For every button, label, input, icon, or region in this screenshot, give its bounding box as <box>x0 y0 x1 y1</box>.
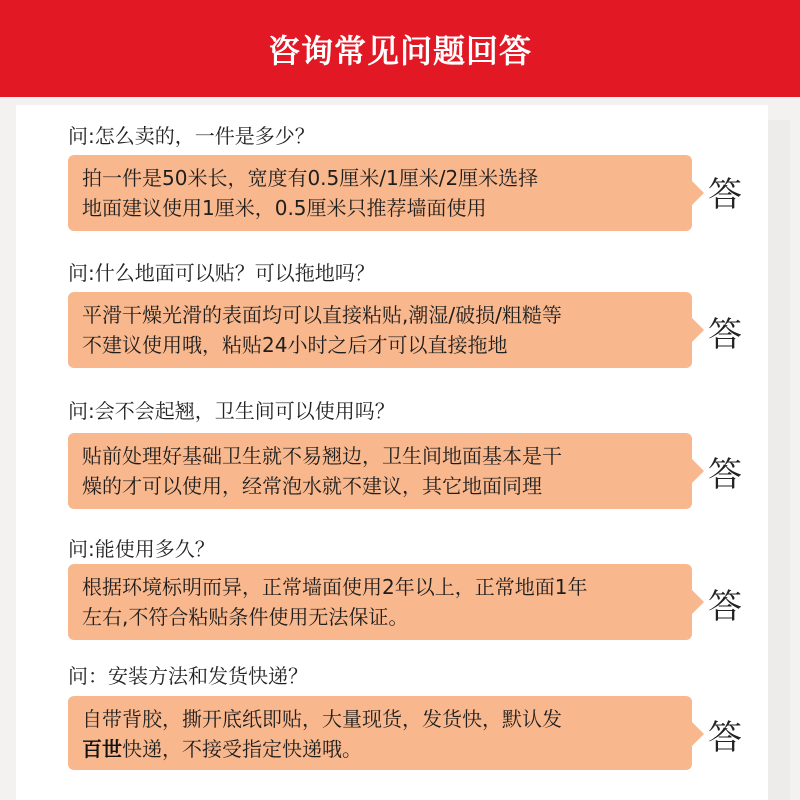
answer-line <box>82 734 680 764</box>
answer-line: 平滑干燥光滑的表面均可以直接粘贴,潮湿/破损/粗糙等 <box>82 303 562 327</box>
answer-line: 根据环境标明而异，正常墙面使用2年以上，正常地面1年 <box>82 575 588 599</box>
answer-line: 地面建议使用1厘米，0.5厘米只推荐墙面使用 <box>82 196 487 220</box>
question-text: 问:会不会起翘，卫生间可以使用吗？ <box>68 399 395 423</box>
answer-line: 拍一件是50米长，宽度有0.5厘米/1厘米/2厘米选择 <box>82 166 539 190</box>
answer-marker: 答 <box>708 315 742 355</box>
answer-marker: 答 <box>708 718 742 758</box>
answer-bubble <box>68 433 692 509</box>
answer-bubble <box>68 292 692 368</box>
answer-bubble <box>68 155 692 231</box>
answer-bubble <box>68 564 692 640</box>
answer-marker: 答 <box>708 455 742 495</box>
answer-line: 不建议使用哦，粘贴24小时之后才可以直接拖地 <box>82 333 508 357</box>
courier-name: 百世 <box>82 737 122 761</box>
question-text: 问:能使用多久？ <box>68 537 215 561</box>
question-text: 问:怎么卖的，一件是多少？ <box>68 124 315 148</box>
page-title: 咨询常见问题回答 <box>267 31 532 70</box>
answer-line-rest: 快递，不接受指定快递哦。 <box>122 737 362 761</box>
answer-marker: 答 <box>708 175 742 215</box>
question-text: 问:什么地面可以贴？可以拖地吗？ <box>68 261 375 285</box>
answer-bubble <box>68 696 692 770</box>
answer-marker: 答 <box>708 587 742 627</box>
answer-line: 燥的才可以使用，经常泡水就不建议，其它地面同理 <box>82 474 542 498</box>
answer-line: 左右,不符合粘贴条件使用无法保证。 <box>82 605 409 629</box>
answer-line: 贴前处理好基础卫生就不易翘边，卫生间地面基本是干 <box>82 444 562 468</box>
header-banner <box>0 0 800 97</box>
right-edge-strip <box>768 120 790 800</box>
answer-line: 自带背胶，撕开底纸即贴，大量现货，发货快，默认发 <box>82 707 562 731</box>
question-text: 问：安装方法和发货快递？ <box>68 664 308 688</box>
